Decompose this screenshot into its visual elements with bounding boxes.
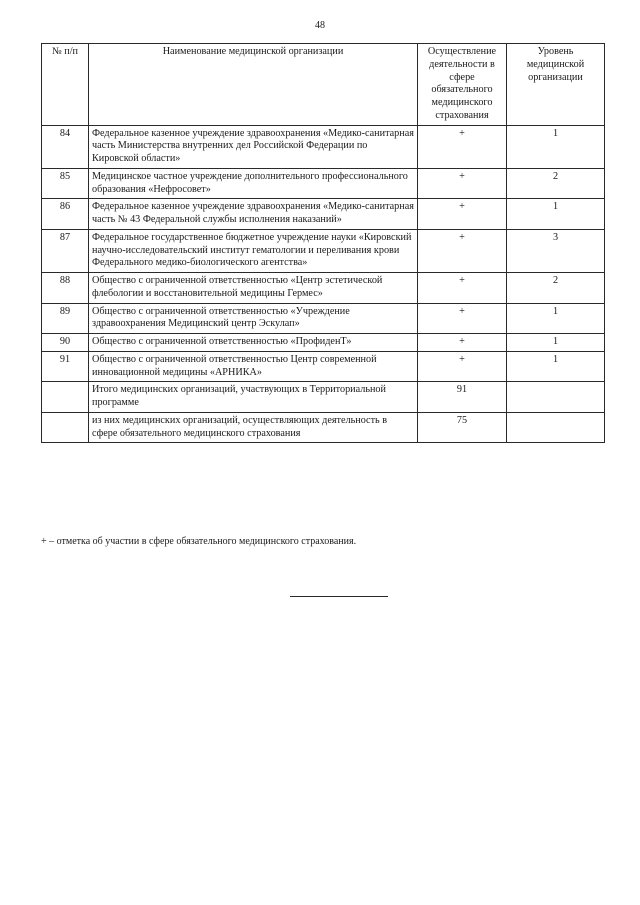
organization-level: 1 xyxy=(507,125,605,168)
organization-level: 2 xyxy=(507,273,605,304)
header-organization-level: Уровень медицинской организации xyxy=(507,44,605,126)
organization-level: 2 xyxy=(507,168,605,199)
table-row xyxy=(42,273,605,304)
organization-name: Федеральное государственное бюджетное учреждение науки «Кировский научно-исследовательский институт гематологии и переливания крови Федерального медико-биологического агентства» xyxy=(89,229,418,272)
row-number: 84 xyxy=(42,125,89,168)
organization-level: 1 xyxy=(507,303,605,334)
header-num: № п/п xyxy=(42,44,89,126)
table-row xyxy=(42,303,605,334)
organization-name: Медицинское частное учреждение дополнительного профессионального образования «Нефросовет» xyxy=(89,168,418,199)
row-number: 91 xyxy=(42,351,89,382)
totals-row-participants xyxy=(42,382,605,413)
totals-label: из них медицинских организаций, осуществляющих деятельность в сфере обязательного медицинского страхования xyxy=(89,412,418,443)
empty-cell xyxy=(42,382,89,413)
header-oms-activity: Осуществление деятельности в сфере обязательного медицинского страхования xyxy=(418,44,507,126)
footnote: + – отметка об участии в сфере обязательного медицинского страхования. xyxy=(41,536,357,547)
row-number: 88 xyxy=(42,273,89,304)
row-number: 87 xyxy=(42,229,89,272)
oms-mark: + xyxy=(418,303,507,334)
organization-name: Общество с ограниченной ответственностью «Учреждение здравоохранения Медицинский центр Эскулап» xyxy=(89,303,418,334)
totals-value: 91 xyxy=(418,382,507,413)
organization-level: 3 xyxy=(507,229,605,272)
table-row xyxy=(42,334,605,352)
organization-name: Общество с ограниченной ответственностью «Центр эстетической флебологии и восстановительной медицины Гермес» xyxy=(89,273,418,304)
organization-level: 1 xyxy=(507,199,605,230)
table-header-row xyxy=(42,44,605,126)
oms-mark: + xyxy=(418,199,507,230)
oms-mark: + xyxy=(418,334,507,352)
page-number: 48 xyxy=(315,20,325,31)
oms-mark: + xyxy=(418,351,507,382)
row-number: 85 xyxy=(42,168,89,199)
organization-level: 1 xyxy=(507,334,605,352)
totals-row-oms xyxy=(42,412,605,443)
organization-name: Общество с ограниченной ответственностью Центр современной инновационной медицины «АРНИКА» xyxy=(89,351,418,382)
table-row xyxy=(42,229,605,272)
row-number: 86 xyxy=(42,199,89,230)
organization-level: 1 xyxy=(507,351,605,382)
oms-mark: + xyxy=(418,229,507,272)
separator-line xyxy=(290,596,388,597)
medical-organizations-table xyxy=(41,43,605,443)
empty-cell xyxy=(507,382,605,413)
organization-name: Федеральное казенное учреждение здравоохранения «Медико-санитарная часть № 43 Федеральной службы исполнения наказаний» xyxy=(89,199,418,230)
table-row xyxy=(42,168,605,199)
oms-mark: + xyxy=(418,168,507,199)
empty-cell xyxy=(507,412,605,443)
oms-mark: + xyxy=(418,125,507,168)
totals-value: 75 xyxy=(418,412,507,443)
table-row xyxy=(42,199,605,230)
row-number: 89 xyxy=(42,303,89,334)
oms-mark: + xyxy=(418,273,507,304)
organization-name: Общество с ограниченной ответственностью «ПрофиденТ» xyxy=(89,334,418,352)
empty-cell xyxy=(42,412,89,443)
totals-label: Итого медицинских организаций, участвующих в Территориальной программе xyxy=(89,382,418,413)
organization-name: Федеральное казенное учреждение здравоохранения «Медико-санитарная часть Министерства внутренних дел Российской Федерации по Кировской области» xyxy=(89,125,418,168)
table-row xyxy=(42,351,605,382)
row-number: 90 xyxy=(42,334,89,352)
table-row xyxy=(42,125,605,168)
header-organization-name: Наименование медицинской организации xyxy=(89,44,418,126)
